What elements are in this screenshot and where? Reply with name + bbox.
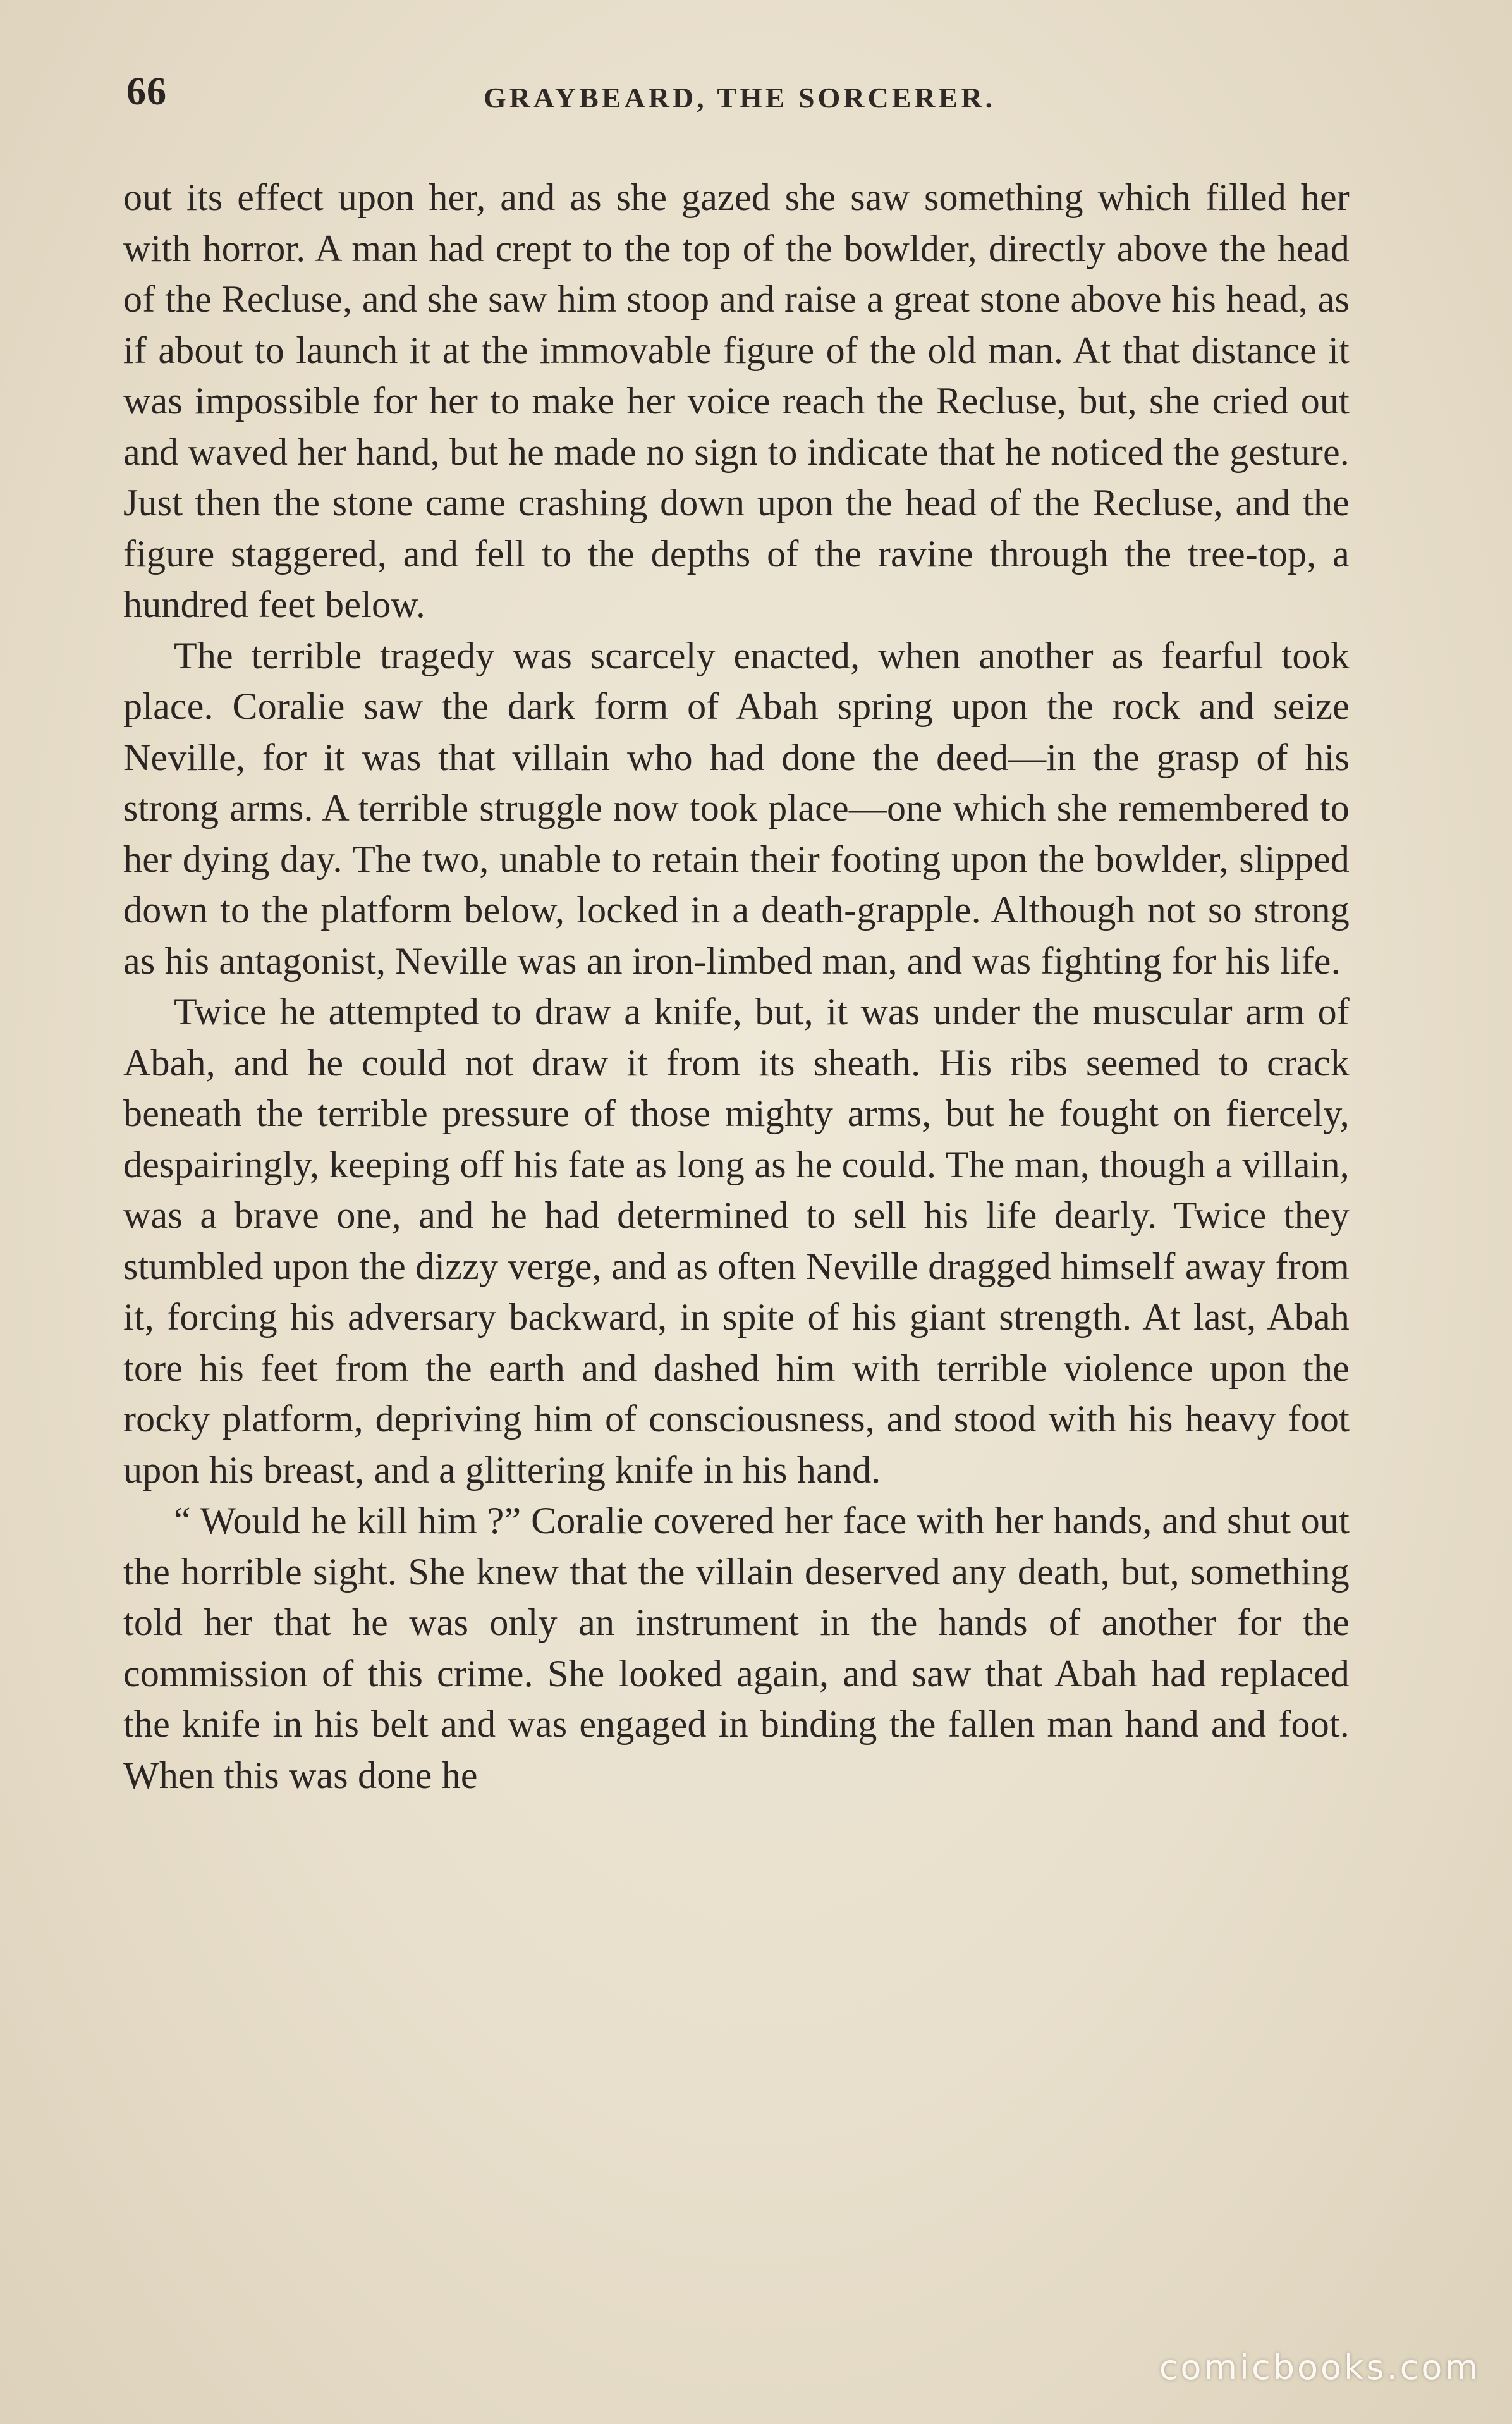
page-number: 66 [126, 70, 167, 113]
body-text [123, 172, 1350, 1801]
paragraph-4: “ Would he kill him ?” Coralie covered her face with her hands, and shut out the horrible sight. She knew that the villain deserved any death, but, something told her that he was only an instrument in the hands of another for the commission of this crime. She looked again, and saw that Abah had replaced the knife in his belt and was engaged in binding the fallen man hand and foot. When this was done he [123, 1500, 1350, 1796]
running-head: GRAYBEARD, THE SORCERER. [483, 82, 996, 114]
paragraph-3: Twice he attempted to draw a knife, but, it was under the muscular arm of Abah, and he could not draw it from its sheath. His ribs seemed to crack beneath the terrible pressure of those mighty arms, but he fought on fiercely, despairingly, keeping off his fate as long as he could. The man, though a villain, was a brave one, and he had determined to sell his life dearly. Twice they stumbled upon the dizzy verge, and as often Neville dragged himself away from it, forcing his adversary backward, in spite of his giant strength. At last, Abah tore his feet from the earth and dashed him with terrible violence upon the rocky platform, depriving him of consciousness, and stood with his heavy foot upon his breast, and a glittering knife in his hand. [123, 991, 1350, 1491]
paragraph-2: The terrible tragedy was scarcely enacted, when another as fearful took place. Coralie saw the dark form of Abah spring upon the rock and seize Neville, for it was that villain who had done the deed—in the grasp of his strong arms. A terrible struggle now took place—one which she remembered to her dying day. The two, unable to retain their footing upon the bowlder, slipped down to the platform below, locked in a death-grapple. Although not so strong as his antagonist, Neville was an iron-limbed man, and was fighting for his life. [123, 634, 1350, 982]
paragraph-1: out its effect upon her, and as she gazed she saw something which filled her with horror. A man had crept to the top of the bowlder, directly above the head of the Recluse, and she saw him stoop and raise a great stone above his head, as if about to launch it at the immovable figure of the old man. At that distance it was impossible for her to make her voice reach the Recluse, but, she cried out and waved her hand, but he made no sign to indicate that he noticed the gesture. Just then the stone came crashing down upon the head of the Recluse, and the figure staggered, and fell to the depths of the ravine through the tree-top, a hundred feet below. [123, 176, 1350, 625]
watermark-text: comicbooks.com [1159, 2347, 1480, 2387]
page-header [126, 70, 1353, 126]
